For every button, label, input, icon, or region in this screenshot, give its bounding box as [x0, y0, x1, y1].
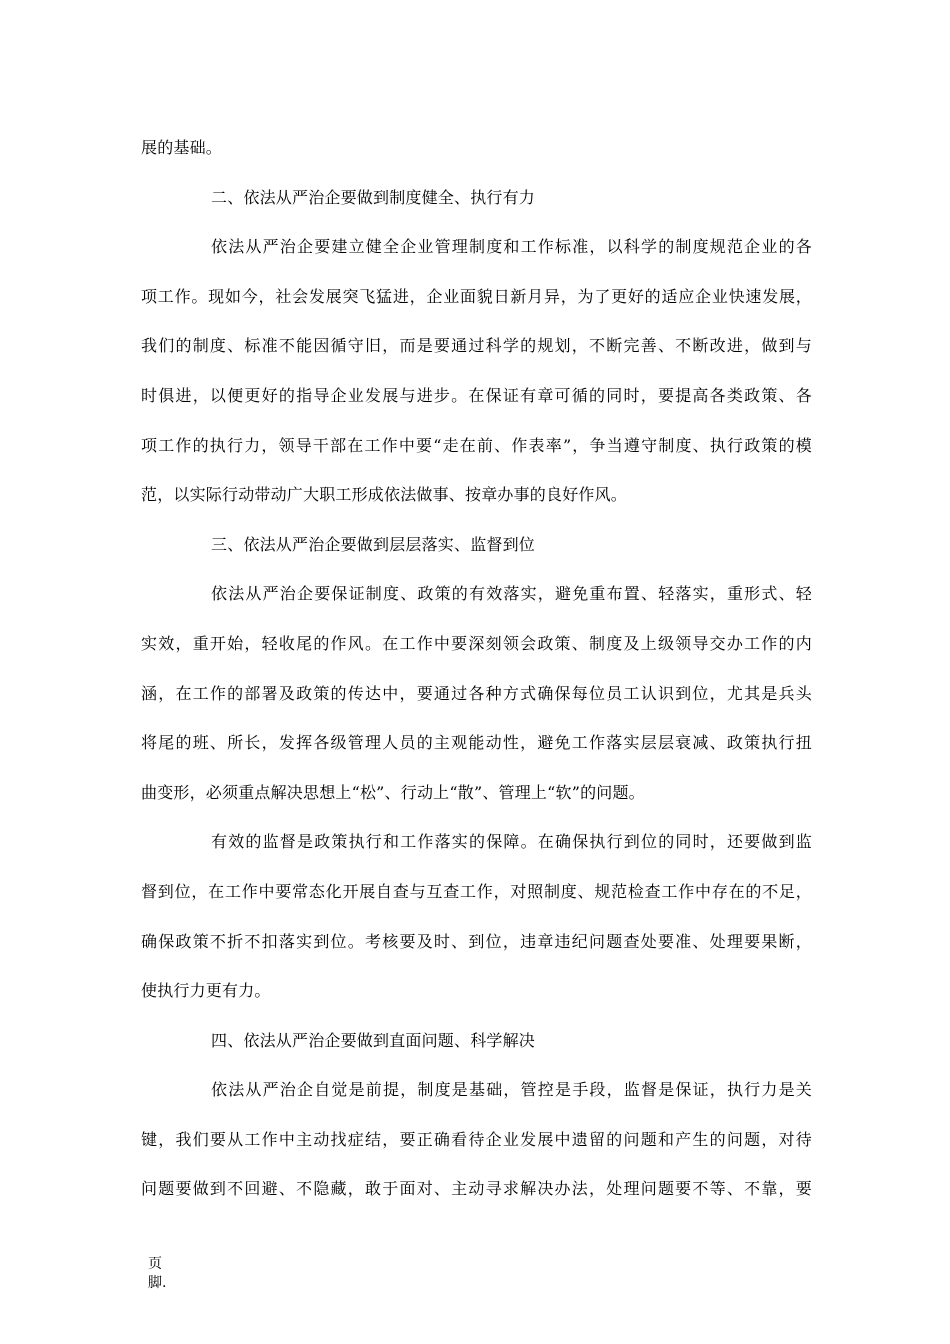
text-line: 项工作的执行力，领导干部在工作中要“走在前、作表率”，争当遵守制度、执行政策的模: [141, 435, 812, 455]
text-line: 问题要做到不回避、不隐藏，敢于面对、主动寻求解决办法，处理问题要不等、不靠，要: [141, 1179, 812, 1199]
text-line: 时俱进，以便更好的指导企业发展与进步。在保证有章可循的同时，要提高各类政策、各: [141, 385, 812, 405]
text-line: 三、依法从严治企要做到层层落实、监督到位: [211, 534, 536, 554]
text-line: 确保政策不折不扣落实到位。考核要及时、到位，违章违纪问题查处要准、处理要果断，: [141, 931, 812, 951]
text-line: 依法从严治企自觉是前提，制度是基础，管控是手段，监督是保证，执行力是关: [211, 1080, 812, 1100]
text-line: 使执行力更有力。: [141, 981, 271, 1001]
text-line: 涵，在工作的部署及政策的传达中，要通过各种方式确保每位员工认识到位，尤其是兵头: [141, 683, 812, 703]
text-line: 范，以实际行动带动广大职工形成依法做事、按章办事的良好作风。: [141, 485, 628, 505]
text-line: 督到位，在工作中要常态化开展自查与互查工作，对照制度、规范检查工作中存在的不足，: [141, 881, 812, 901]
document-body: [141, 134, 812, 1225]
page-footer: [148, 1255, 166, 1293]
text-line: 实效，重开始，轻收尾的作风。在工作中要深刻领会政策、制度及上级领导交办工作的内: [141, 633, 812, 653]
footer-line-1: 页: [148, 1256, 162, 1272]
text-line: 依法从严治企要保证制度、政策的有效落实，避免重布置、轻落实，重形式、轻: [211, 584, 812, 604]
text-line: 键，我们要从工作中主动找症结，要正确看待企业发展中遗留的问题和产生的问题，对待: [141, 1129, 812, 1149]
text-line: 我们的制度、标准不能因循守旧，而是要通过科学的规划，不断完善、不断改进，做到与: [141, 336, 812, 356]
text-line: 有效的监督是政策执行和工作落实的保障。在确保执行到位的同时，还要做到监: [211, 832, 812, 852]
text-line: 项工作。现如今，社会发展突飞猛进，企业面貌日新月异，为了更好的适应企业快速发展，: [141, 286, 812, 306]
text-line: 展的基础。: [141, 138, 223, 157]
footer-line-2: 脚.: [148, 1275, 167, 1291]
text-line: 依法从严治企要建立健全企业管理制度和工作标准，以科学的制度规范企业的各: [211, 237, 812, 257]
text-line: 二、依法从严治企要做到制度健全、执行有力: [211, 187, 536, 207]
text-line: 将尾的班、所长，发挥各级管理人员的主观能动性，避免工作落实层层衰减、政策执行扭: [141, 733, 812, 753]
text-line: 四、依法从严治企要做到直面问题、科学解决: [211, 1030, 536, 1050]
text-line: 曲变形，必须重点解决思想上“松”、行动上“散”、管理上“软”的问题。: [141, 782, 645, 802]
